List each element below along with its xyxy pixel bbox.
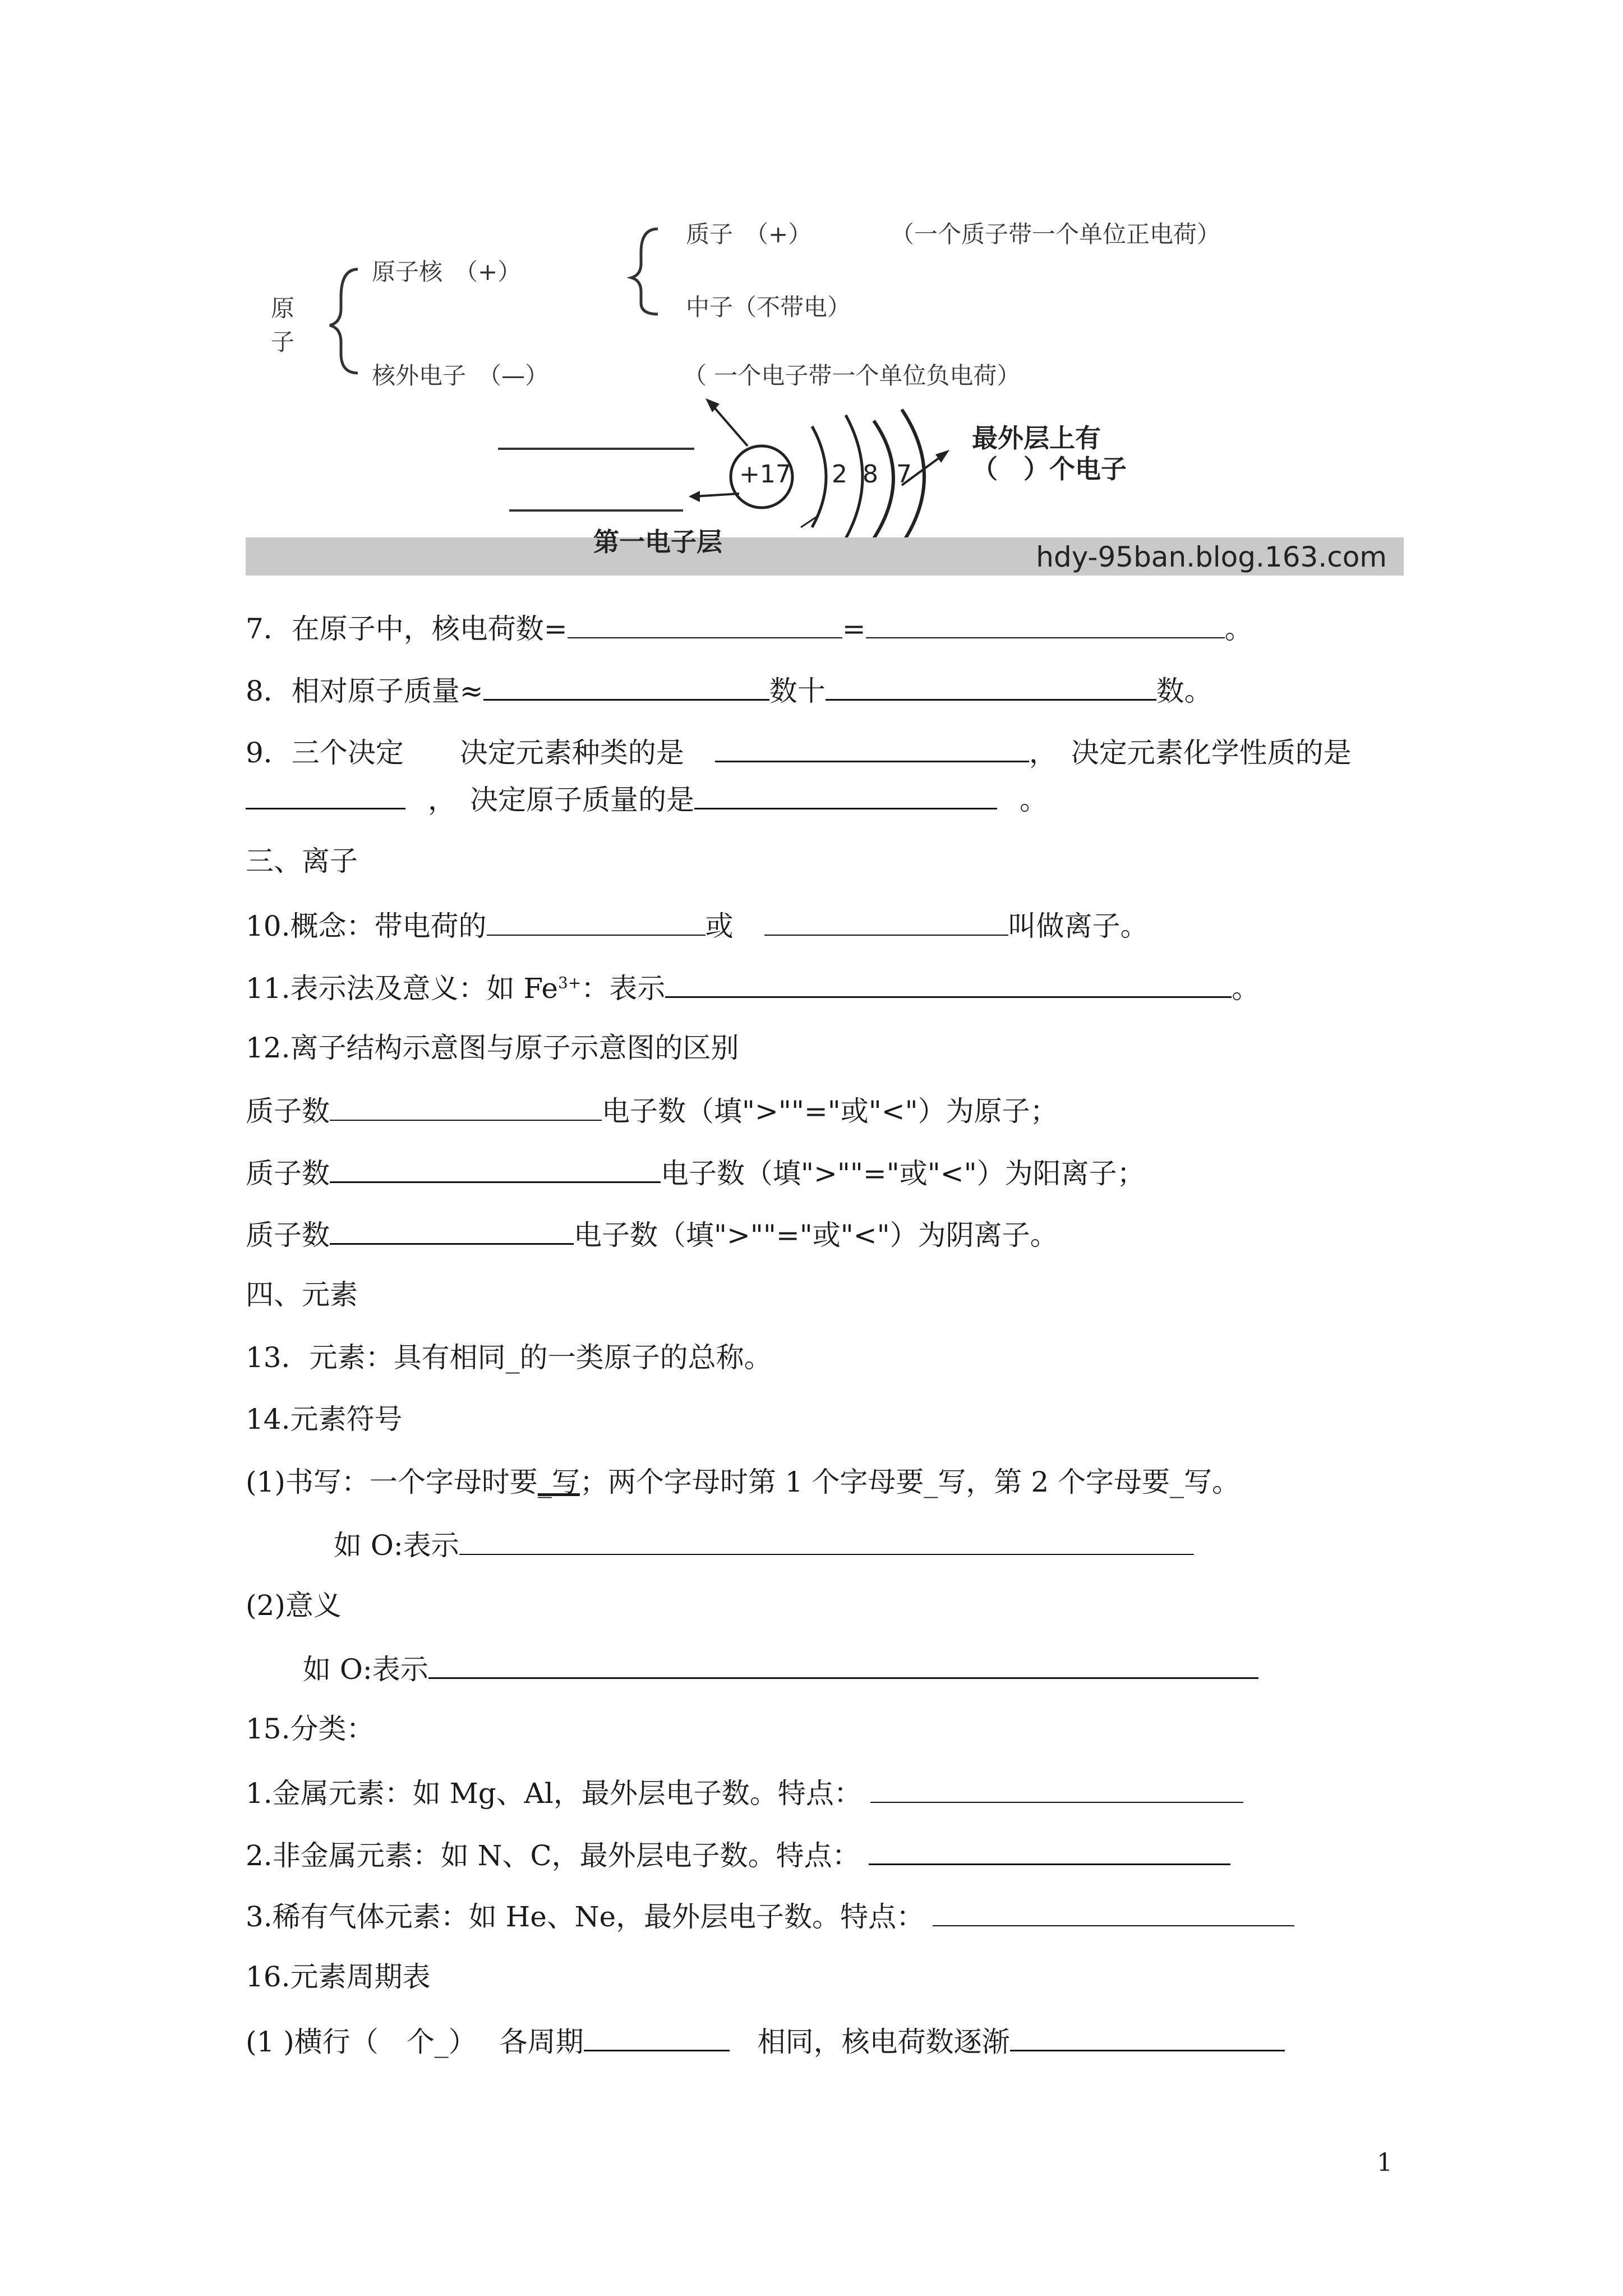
question-14-example-1: 如 O:表示 [334,1527,1194,1562]
electron-label: 核外电子 （—） [372,362,549,389]
blank-11[interactable] [665,969,1232,998]
atom-label: 原 子 [271,295,295,356]
blank-10-2[interactable] [764,908,1008,936]
watermark-bar [246,537,1404,576]
question-15-3: 3.稀有气体元素：如 He、Ne，最外层电子数。特点： [246,1898,1294,1934]
section-4-heading: 四、元素 [246,1278,358,1311]
question-16-1: (1 )横行（ 个_） 各周期 相同，核电荷数逐渐 [246,2023,1285,2059]
question-14-2: (2)意义 [246,1589,342,1622]
blank-10-1[interactable] [487,908,706,936]
outer-shell-label-2: （ ）个电子 [972,454,1127,484]
shell-3-count: 7 [896,460,912,489]
question-10: 10.概念：带电荷的 或 叫做离子。 [246,908,1149,943]
question-12-anion: 质子数 电子数（填">""="或"<"）为阴离子。 [246,1216,1058,1252]
proton-label: 质子 （+） [686,220,812,248]
section-3-heading: 三、离子 [246,845,358,877]
question-15-1: 1.金属元素：如 Mg、Al，最外层电子数。特点： [246,1775,1243,1810]
electron-note: （ 一个电子带一个单位负电荷） [683,362,1021,389]
blank-7-2[interactable] [866,610,1225,638]
blank-15-1[interactable] [870,1775,1243,1803]
blank-12-2[interactable] [330,1154,661,1183]
shell-2-count: 8 [863,460,878,489]
blank-12-3[interactable] [330,1216,574,1245]
blank-8-2[interactable] [826,672,1156,701]
question-14: 14.元素符号 [246,1403,403,1435]
blank-14-1[interactable] [459,1527,1194,1555]
question-9-line-2: ， 决定原子质量的是 。 [246,781,1048,817]
blank-16-1[interactable] [584,2023,730,2051]
question-8: 8．相对原子质量≈ 数十 数。 [246,672,1212,708]
outer-shell-label-1: 最外层上有 [972,423,1101,453]
blank-9-2[interactable] [246,781,405,809]
page-number: 1 [1377,2148,1393,2177]
blank-15-3[interactable] [933,1898,1294,1926]
blank-15-2[interactable] [869,1837,1230,1865]
question-14-example-2: 如 O:表示 [303,1650,1258,1686]
blank-8-1[interactable] [483,672,769,701]
question-7: 7．在原子中，核电荷数= = 。 [246,610,1253,646]
neutron-label: 中子（不带电） [686,293,851,321]
question-9-line-1: 9．三个决定 决定元素种类的是 ， 决定元素化学性质的是 [246,734,1352,770]
question-12: 12.离子结构示意图与原子示意图的区别 [246,1032,739,1064]
nucleus-charge: +17 [739,460,791,489]
proton-note: （一个质子带一个单位正电荷） [891,220,1221,248]
watermark-text: hdy-95ban.blog.163.com [1036,541,1387,573]
blank-14-2[interactable] [428,1650,1258,1679]
question-15-2: 2.非金属元素：如 N、C，最外层电子数。特点： [246,1837,1230,1872]
blank-12-1[interactable] [330,1093,602,1121]
blank-16-2[interactable] [1010,2023,1285,2051]
question-14-1: (1)书写：一个字母时要_写；两个字母时第 1 个字母要_写，第 2 个字母要_写。 [246,1466,1241,1498]
question-12-atom: 质子数 电子数（填">""="或"<"）为原子； [246,1093,1058,1128]
question-13: 13．元素：具有相同_的一类原子的总称。 [246,1341,772,1374]
first-shell-label: 第一电子层 [593,527,722,557]
question-11: 11.表示法及意义：如 $Fe^{3+}$：表示 。 [246,969,1260,1005]
question-12-cation: 质子数 电子数（填">""="或"<"）为阳离子； [246,1154,1145,1190]
blank-9-1[interactable] [715,734,1029,762]
nucleus-label: 原子核 （+） [372,258,522,286]
question-15: 15.分类： [246,1713,375,1745]
atom-structure-figure [246,213,1404,578]
shell-1-count: 2 [832,460,847,489]
question-16: 16.元素周期表 [246,1961,431,1993]
blank-9-3[interactable] [694,781,997,809]
blank-7-1[interactable] [568,610,842,638]
